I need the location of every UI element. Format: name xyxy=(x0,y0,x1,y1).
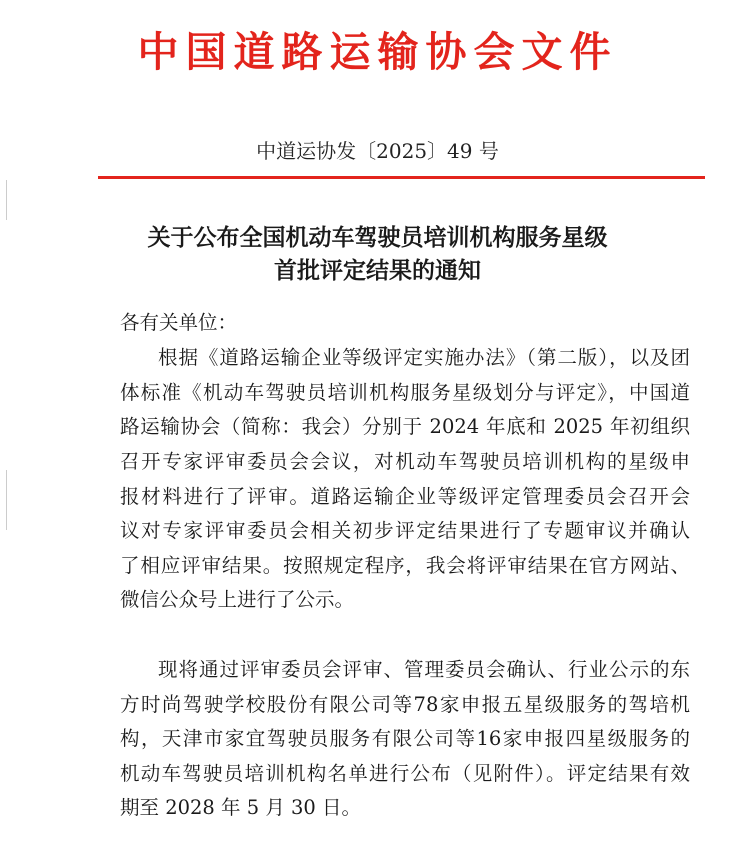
body-line: 机动车驾驶员培训机构名单进行公布（见附件）。评定结果有效 xyxy=(120,762,690,785)
body-line: 方时尚驾驶学校股份有限公司等78家申报五星级服务的驾培机 xyxy=(120,693,690,716)
title-line-1: 关于公布全国机动车驾驶员培训机构服务星级 xyxy=(147,224,608,251)
document-number: 中道运协发〔2025〕49 号 xyxy=(256,139,499,163)
body-line: 路运输协会（简称：我会）分别于 2024 年底和 2025 年初组织 xyxy=(120,415,690,438)
body-line: 体标准《机动车驾驶员培训机构服务星级划分与评定》，中国道 xyxy=(120,381,690,404)
scan-edge xyxy=(6,180,7,220)
body-line: 根据《道路运输企业等级评定实施办法》（第二版），以及团 xyxy=(158,346,690,369)
body-line: 议对专家评审委员会相关初步评定结果进行了专题审议并确认 xyxy=(120,519,690,542)
title-line-2: 首批评定结果的通知 xyxy=(274,257,481,284)
body-line: 构，天津市家宜驾驶员服务有限公司等16家申报四星级服务的 xyxy=(120,727,690,750)
scan-edge xyxy=(6,470,7,530)
body-line: 现将通过评审委员会评审、管理委员会确认、行业公示的东 xyxy=(158,658,690,681)
body-line: 了相应评审结果。按照规定程序，我会将评审结果在官方网站、 xyxy=(120,554,690,577)
salutation: 各有关单位： xyxy=(120,311,238,334)
body-line: 召开专家评审委员会会议，对机动车驾驶员培训机构的星级申 xyxy=(120,450,690,473)
body-line: 报材料进行了评审。道路运输企业等级评定管理委员会召开会 xyxy=(120,485,690,508)
red-divider xyxy=(98,176,705,179)
body-line: 期至 2028 年 5 月 30 日。 xyxy=(120,796,362,819)
org-header: 中国道路运输协会文件 xyxy=(137,28,618,76)
body-line: 微信公众号上进行了公示。 xyxy=(120,588,355,611)
